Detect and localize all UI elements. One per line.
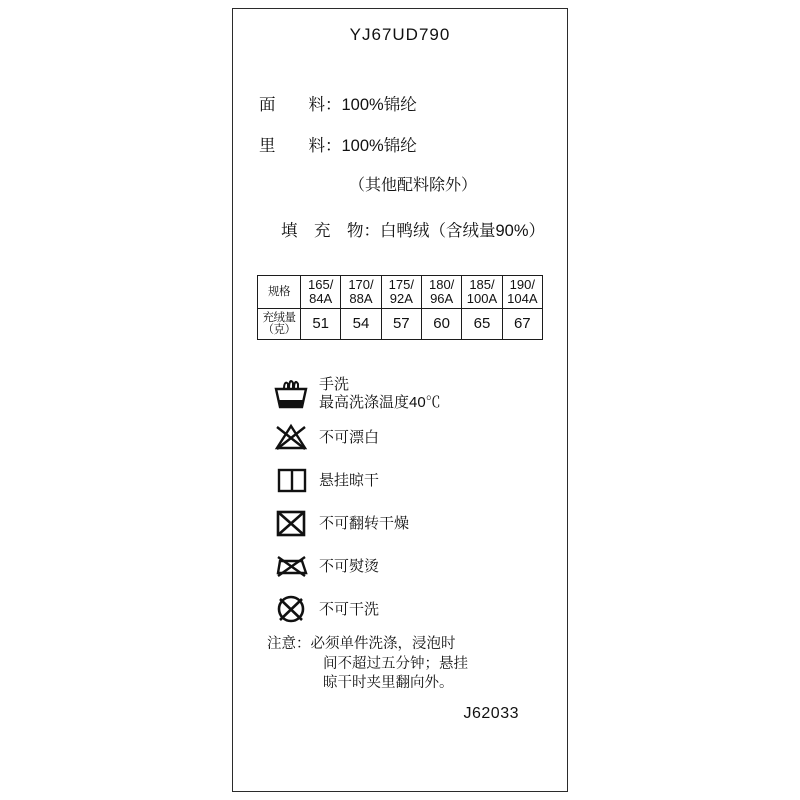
table-cell-value-5: 65 (462, 309, 502, 340)
do-not-bleach-icon (271, 420, 313, 454)
table-row-values (258, 309, 543, 340)
care-row-no-bleach (271, 420, 567, 454)
composition-value-lining: 100%锦纶 (341, 136, 417, 155)
table-cell-value-1: 51 (301, 309, 341, 340)
care-text-hand-wash: 手洗 最高洗涤温度40℃ (319, 376, 441, 411)
table-row-sizes (258, 276, 543, 309)
care-instructions (233, 376, 567, 626)
care-text-no-dry-clean: 不可干洗 (319, 600, 380, 618)
care-text-line-dry: 悬挂晾干 (319, 471, 380, 489)
do-not-iron-icon (271, 549, 313, 583)
care-row-no-dry-clean (271, 592, 567, 626)
table-cell-size-2: 170/ 88A (341, 276, 381, 309)
care-text-no-tumble-dry: 不可翻转干燥 (319, 514, 410, 532)
composition-row-lining (259, 138, 551, 155)
care-row-line-dry (271, 463, 567, 497)
table-cell-value-3: 57 (381, 309, 421, 340)
composition-note: （其他配料除外） (348, 177, 477, 194)
care-row-hand-wash (271, 376, 567, 411)
table-cell-value-6: 67 (502, 309, 542, 340)
composition-label-lining: 里 料： (259, 136, 342, 155)
composition-value-shell: 100%锦纶 (341, 96, 417, 114)
care-label (232, 8, 568, 792)
table-cell-size-5: 185/ 100A (462, 276, 502, 309)
table-cell-size-3: 175/ 92A (381, 276, 421, 309)
table-cell-size-6: 190/ 104A (502, 276, 542, 309)
do-not-tumble-dry-icon (271, 506, 313, 540)
caution-line-3: 晾干时夹里翻向外。 (323, 674, 454, 691)
table-cell-value-2: 54 (341, 309, 381, 340)
table-cell-size-1: 165/ 84A (301, 276, 341, 309)
filling-value: 白鸭绒（含绒量90%） (380, 222, 546, 240)
do-not-dry-clean-icon (271, 592, 313, 626)
care-row-no-iron (271, 549, 567, 583)
care-row-no-tumble-dry (271, 506, 567, 540)
caution-note (233, 635, 567, 692)
hand-wash-icon (271, 377, 313, 411)
table-header-spec: 规格 (258, 276, 301, 309)
table-header-fill-weight: 充绒量 （克） (258, 309, 301, 340)
caution-line-1: 注意：必须单件洗涤，浸泡时 (267, 636, 456, 653)
table-cell-size-4: 180/ 96A (421, 276, 461, 309)
composition-block (233, 97, 567, 241)
line-dry-icon (271, 463, 313, 497)
filling-label: 填 充 物： (281, 222, 380, 240)
composition-label-shell: 面 料： (259, 96, 342, 114)
composition-row-shell (259, 97, 551, 114)
care-text-no-iron: 不可熨烫 (319, 557, 380, 575)
caution-line-2: 间不超过五分钟；悬挂 (323, 655, 468, 672)
product-code-top: YJ67UD790 (349, 25, 451, 44)
table-cell-value-4: 60 (421, 309, 461, 340)
fill-weight-table (257, 275, 543, 340)
care-text-no-bleach: 不可漂白 (319, 428, 380, 446)
filling-row (259, 217, 551, 241)
product-code-bottom: J62033 (463, 704, 519, 722)
